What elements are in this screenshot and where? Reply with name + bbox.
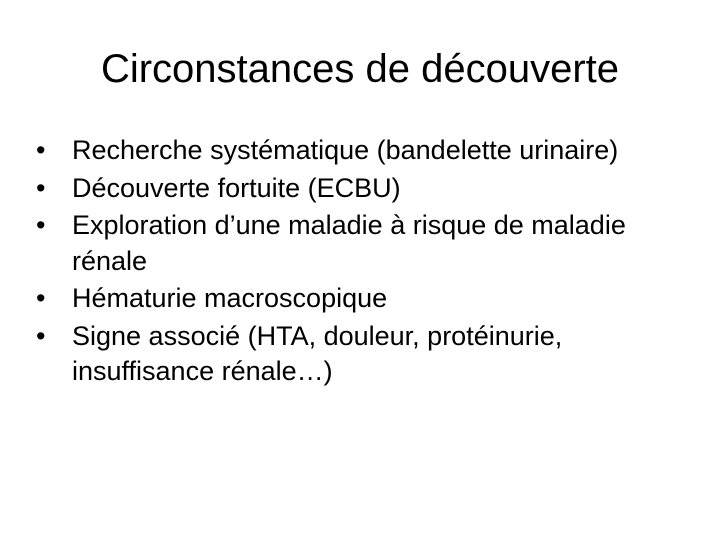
bullet-list xyxy=(36,133,676,392)
bullet-text: Hématurie macroscopique xyxy=(72,283,388,313)
bullet-item xyxy=(36,319,676,390)
bullet-dot-icon: • xyxy=(36,172,46,203)
bullet-dot-icon: • xyxy=(36,210,46,240)
bullet-item xyxy=(36,133,676,169)
bullet-text: Recherche systématique (bandelette urinaire) xyxy=(72,135,619,165)
slide-title: Circonstances de découverte xyxy=(100,47,620,91)
bullet-item xyxy=(36,281,676,317)
bullet-dot-icon: • xyxy=(36,135,46,165)
bullet-text: Signe associé (HTA, douleur, protéinurie, insuffisance rénale…) xyxy=(72,320,563,386)
bullet-text: Découverte fortuite (ECBU) xyxy=(72,172,401,203)
bullet-dot-icon: • xyxy=(36,320,46,351)
bullet-dot-icon: • xyxy=(36,283,46,313)
bullet-text: Exploration d’une maladie à risque de maladie rénale xyxy=(72,210,626,276)
bullet-item xyxy=(36,171,676,207)
bullet-item xyxy=(36,208,676,279)
